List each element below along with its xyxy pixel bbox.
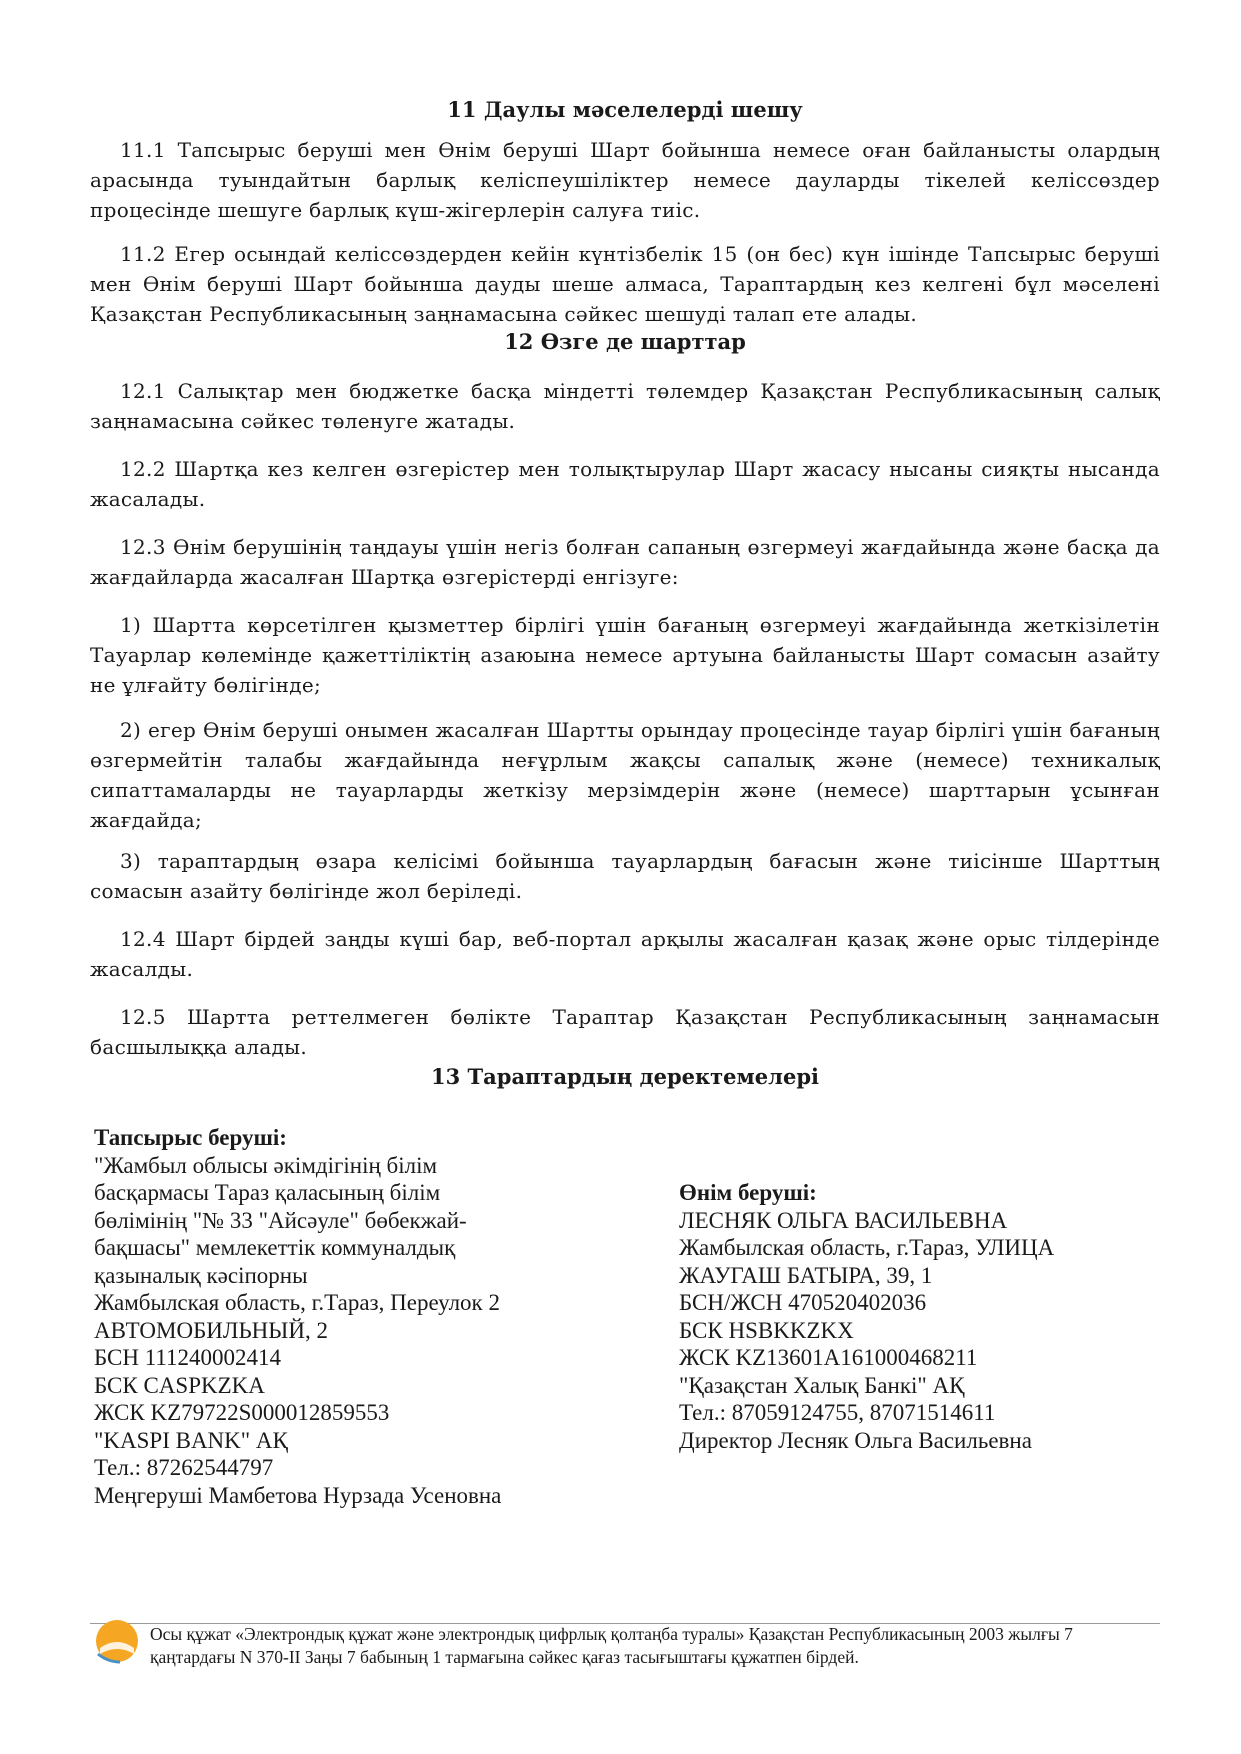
clause-11-2: 11.2 Егер осындай келіссөздерден кейін күнтізбелік 15 (он бес) күн ішінде Тапсырыс беруші мен Өнім беруші Шарт бойынша дауды шеше алмаса, Тараптардың кез келгені бұл мәселені Қазақстан Республикасының заңнамасына сәйкес шешуді талап ете алады.: [90, 242, 1160, 326]
customer-requisites: [94, 1124, 501, 1509]
footer-legal-note: Осы құжат «Электрондық құжат және электрондық цифрлық қолтаңба туралы» Қазақстан Республикасының 2003 жылғы 7 қаңтардағы N 370-II Заңы 7 бабының 1 тармағына сәйкес қағаз тасығыштағы құжатпен бірдей.: [150, 1624, 1073, 1667]
customer-line: бақшасы" мемлекеттік коммуналдық: [94, 1235, 456, 1260]
supplier-line: ЖАУГАШ БАТЫРА, 39, 1: [679, 1262, 933, 1288]
clause-12-5: 12.5 Шартта реттелмеген бөлікте Тараптар Қазақстан Республикасының заңнамасын басшылыққа алады.: [90, 1005, 1160, 1059]
customer-line: БСК CASPKZKA: [94, 1372, 265, 1398]
customer-line: бөлімінің "№ 33 "Айсәуле" бөбекжай-: [94, 1207, 467, 1233]
clause-12-3-item-1: 1) Шартта көрсетілген қызметтер бірлігі үшін бағаның өзгермеуі жағдайында жеткізілетін Тауарлар көлемінде қажеттіліктің азаюына немесе артуына байланысты Шарт сомасын азайту не ұлғайту бөлігінде;: [90, 613, 1160, 697]
supplier-line: БСК HSBKKZKX: [679, 1317, 854, 1343]
clause-12-3: 12.3 Өнім берушінің таңдауы үшін негіз болған сапаның өзгермеуі жағдайында және басқа да жағдайларда жасалған Шартқа өзгерістерді енгізуге:: [90, 535, 1160, 589]
section-12-title: 12 Өзге де шарттар: [504, 329, 746, 354]
supplier-line: БСН/ЖСН 470520402036: [679, 1290, 927, 1315]
clause-12-1: 12.1 Салықтар мен бюджетке басқа міндетті төлемдер Қазақстан Республикасының салық заңнамасына сәйкес төленуге жатады.: [90, 379, 1160, 433]
supplier-line: "Қазақстан Халық Банкі" АҚ: [679, 1372, 965, 1398]
customer-line: АВТОМОБИЛЬНЫЙ, 2: [94, 1317, 328, 1343]
supplier-line: Директор Лесняк Ольга Васильевна: [679, 1427, 1032, 1453]
supplier-line: Жамбылская область, г.Тараз, УЛИЦА: [679, 1235, 1055, 1260]
supplier-title: Өнім беруші:: [679, 1180, 817, 1205]
clause-12-3-item-2: 2) егер Өнім беруші онымен жасалған Шартты орындау процесінде тауар бірлігі үшін бағаның өзгермейтін талабы жағдайында неғұрлым жақсы сапалық және (немесе) техникалық сипаттамаларды не тауарларды жеткізу мерзімдерін және (немесе) шарттарын ұсынған жағдайда;: [90, 718, 1160, 832]
clause-12-4: 12.4 Шарт бірдей заңды күші бар, веб-портал арқылы жасалған қазақ және орыс тілдерінде жасалды.: [90, 927, 1160, 981]
supplier-line: ЛЕСНЯК ОЛЬГА ВАСИЛЬЕВНА: [679, 1207, 1008, 1233]
customer-line: қазыналық кәсіпорны: [94, 1262, 308, 1288]
customer-line: "KASPI BANK" АҚ: [94, 1427, 288, 1453]
supplier-line: Тел.: 87059124755, 87071514611: [679, 1400, 996, 1425]
customer-title: Тапсырыс беруші:: [94, 1125, 287, 1150]
customer-line: Тел.: 87262544797: [94, 1455, 274, 1480]
clause-12-3-item-3: 3) тараптардың өзара келісімі бойынша тауарлардың бағасын және тиісінше Шарттың сомасын азайту бөлігінде жол беріледі.: [90, 849, 1160, 903]
supplier-line: ЖСК KZ13601A161000468211: [679, 1345, 978, 1370]
customer-line: Жамбылская область, г.Тараз, Переулок 2: [94, 1290, 500, 1315]
customer-line: БСН 111240002414: [94, 1345, 282, 1370]
supplier-requisites: [679, 1179, 1054, 1454]
section-11-title: 11 Даулы мәселелерді шешу: [447, 97, 803, 122]
customer-line: "Жамбыл облысы әкімдігінің білім: [94, 1152, 438, 1178]
clause-11-1: 11.1 Тапсырыс беруші мен Өнім беруші Шарт бойынша немесе оған байланысты олардың арасында туындайтын барлық келіспеушіліктер немесе дауларды тікелей келіссөздер процесінде шешуге барлық күш-жігерлерін салуға тиіс.: [90, 138, 1160, 222]
egov-seal-icon: [94, 1618, 140, 1664]
customer-line: ЖСК KZ79722S000012859553: [94, 1400, 390, 1425]
customer-line: басқармасы Тараз қаласының білім: [94, 1180, 441, 1205]
section-13-title: 13 Тараптардың деректемелері: [431, 1064, 819, 1089]
clause-12-2: 12.2 Шартқа кез келген өзгерістер мен толықтырулар Шарт жасасу нысаны сияқты нысанда жасалады.: [90, 457, 1160, 511]
customer-line: Меңгерушi Мамбетова Нурзада Усеновна: [94, 1482, 502, 1508]
